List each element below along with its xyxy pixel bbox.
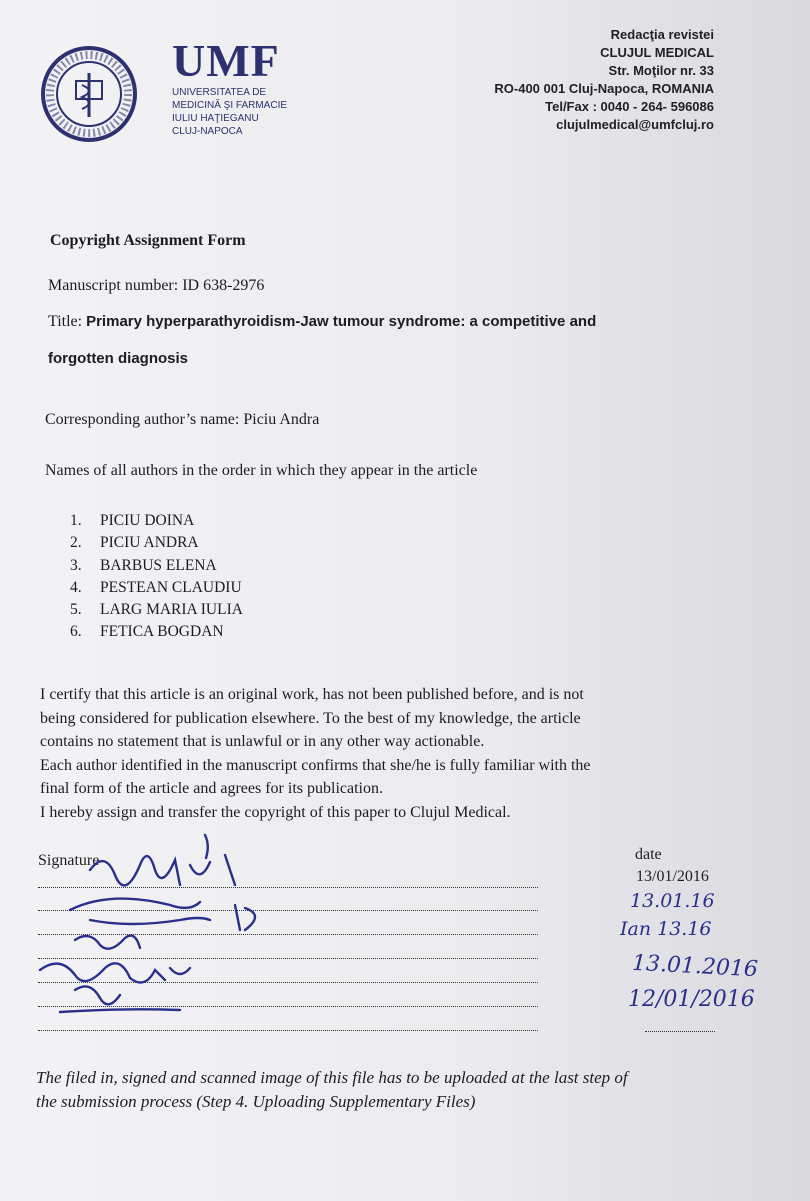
handwritten-date: 13.01.16 [630, 890, 715, 912]
signature-stroke [90, 835, 235, 885]
university-subtitle-line: MEDICINĂ ŞI FARMACIE [172, 100, 288, 111]
footnote-line: The filed in, signed and scanned image of this file has to be uploaded at the last step of [36, 1068, 628, 1087]
corresponding-label: Corresponding author’s name: [45, 411, 240, 428]
contact-line: Str. Moţilor nr. 33 [608, 63, 714, 78]
handwritten-date: 12/01/2016 [628, 987, 755, 1012]
authors-intro: Names of all authors in the order in which they appear in the article [45, 462, 478, 479]
author-item: 5. LARG MARIA IULIA [70, 601, 243, 619]
title-line [48, 313, 596, 331]
form-heading: Copyright Assignment Form [50, 232, 246, 249]
date-printed: 13/01/2016 [636, 868, 709, 885]
handwritten-date: Ian 13.16 [620, 918, 712, 940]
corresponding-author-line [45, 411, 319, 429]
contact-line: Tel/Fax : 0040 - 264- 596086 [545, 99, 714, 114]
journal-contact-block [494, 26, 714, 134]
title-label: Title: [48, 313, 83, 330]
manuscript-label: Manuscript number: [48, 277, 179, 294]
author-list [70, 510, 243, 644]
handwritten-date: 13.01.2016 [631, 950, 759, 983]
contact-line: CLUJUL MEDICAL [600, 45, 714, 60]
contact-line: RO-400 001 Cluj-Napoca, ROMANIA [494, 81, 714, 96]
contact-email: clujulmedical@umfcluj.ro [556, 117, 714, 132]
signature-stroke [60, 986, 180, 1012]
certification-line: Each author identified in the manuscript confirms that she/he is fully familiar with the [40, 756, 591, 774]
author-item: 1. PICIU DOINA [70, 512, 195, 529]
signature-label: Signature [38, 852, 100, 869]
author-item: 3. BARBUS ELENA [70, 556, 217, 574]
signature-stroke [75, 936, 140, 949]
author-item: 6. FETICA BOGDAN [70, 623, 224, 641]
contact-line: Redacţia revistei [610, 27, 714, 42]
footnote-line: the submission process (Step 4. Uploading Supplementary Files) [36, 1092, 476, 1111]
certification-line: being considered for publication elsewhere. To the best of my knowledge, the article [40, 709, 581, 727]
university-subtitle-line: CLUJ-NAPOCA [172, 126, 243, 137]
certification-line: I hereby assign and transfer the copyright of this paper to Clujul Medical. [40, 803, 511, 821]
author-item: 4. PESTEAN CLAUDIU [70, 578, 242, 596]
university-subtitle-line: IULIU HAŢIEGANU [172, 113, 259, 124]
certification-line: contains no statement that is unlawful or in any other way actionable. [40, 733, 485, 750]
certification-line: I certify that this article is an original work, has not been published before, and is not [40, 686, 584, 703]
date-label: date [635, 846, 662, 863]
corresponding-author-name: Piciu Andra [243, 411, 320, 428]
signature-stroke [70, 899, 255, 930]
university-acronym: UMF [172, 35, 280, 86]
certification-statement [40, 683, 740, 824]
university-seal-logo [40, 45, 138, 143]
submission-footnote [36, 1066, 628, 1114]
date-line [645, 1030, 715, 1032]
certification-line: final form of the article and agrees for its publication. [40, 780, 383, 797]
author-item: 2. PICIU ANDRA [70, 534, 199, 552]
signature-stroke [40, 963, 190, 982]
manuscript-number-line [48, 277, 264, 295]
handwritten-signatures [30, 830, 330, 1030]
article-title-continued: forgotten diagnosis [48, 350, 188, 367]
manuscript-number: ID 638-2976 [182, 277, 265, 294]
article-title: Primary hyperparathyroidism-Jaw tumour syndrome: a competitive and [86, 313, 597, 330]
university-subtitle [172, 86, 287, 138]
university-subtitle-line: UNIVERSITATEA DE [172, 87, 267, 98]
